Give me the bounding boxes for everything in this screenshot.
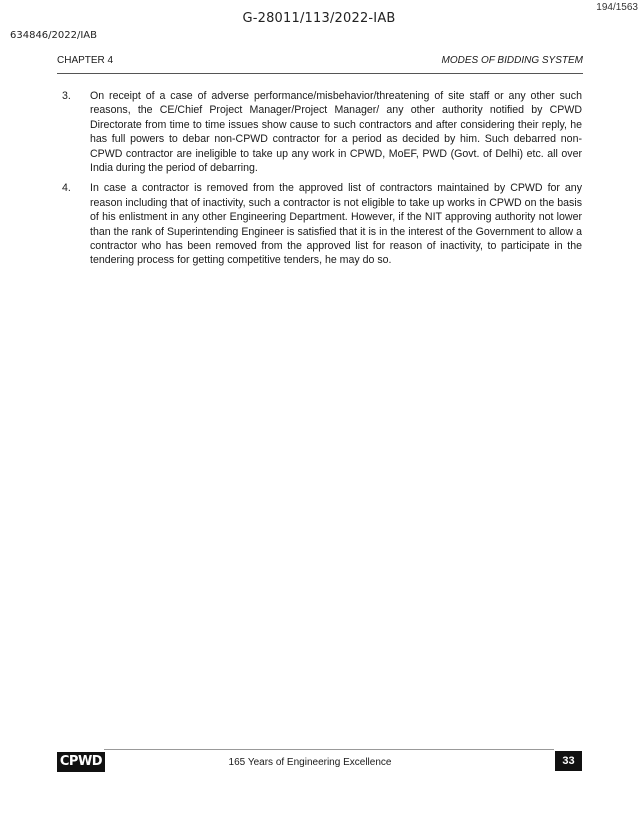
list-item — [62, 181, 582, 267]
header-divider — [57, 73, 583, 74]
item-number: 4. — [62, 182, 71, 195]
item-text: In case a contractor is removed from the approved list of contractors maintained by CPWD for any reason including that of inactivity, such a contractor is not eligible to take up works in CPWD on the basis of his enlistment in any other Engineering Department. However, if the NIT approving authority not lower than the rank of Superintending Engineer is satisfied that it is in the interest of the Government to allow a contractor who has been removed from the approved list for reason of inactivity, to participate in the tendering process for getting competitive tenders, he may do so. — [90, 182, 582, 267]
file-number-stamp: G-28011/113/2022-IAB — [242, 11, 396, 26]
page-number: 33 — [555, 751, 582, 771]
list-item — [62, 89, 582, 175]
footer-tagline: 165 Years of Engineering Excellence — [228, 757, 392, 768]
item-text: On receipt of a case of adverse performance/misbehavior/threatening of site staff or any other such reasons, the CE/Chief Project Manager/Project Manager/ any other authority notified by CPWD Directorate from time to time issues show cause to such contractors and after considering their reply, he has full powers to debar non-CPWD contractor for a period as decided by him. Such debarred non-CPWD contractor are ineligible to take up any work in CPWD, MoEF, PWD (Govt. of Delhi) etc. all over India during the period of debarring. — [90, 90, 582, 175]
footer-divider — [104, 749, 554, 750]
reference-stamp: 634846/2022/IAB — [10, 30, 98, 41]
page-counter: 194/1563 — [596, 2, 638, 13]
document-body — [62, 89, 582, 274]
item-number: 3. — [62, 90, 71, 102]
section-title: MODES OF BIDDING SYSTEM — [441, 55, 583, 66]
chapter-label: CHAPTER 4 — [57, 55, 114, 66]
running-header — [57, 55, 583, 69]
cpwd-logo: CPWD — [57, 752, 105, 772]
